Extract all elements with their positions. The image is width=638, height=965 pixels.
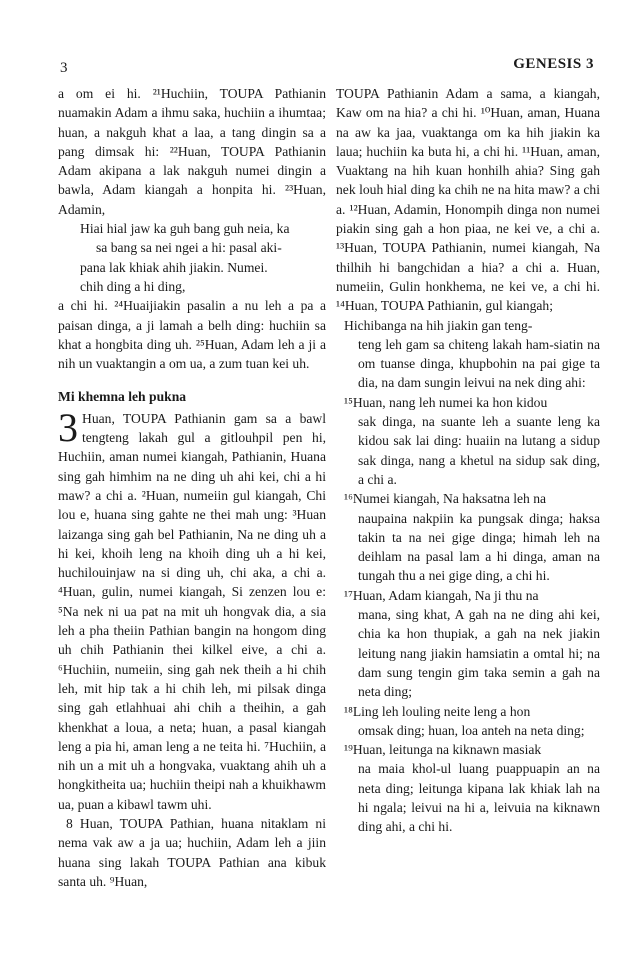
verse-line: omsak ding; huan, loa anteh na neta ding;: [358, 722, 585, 738]
verse-block: [336, 316, 600, 837]
chapter-number: 3: [58, 404, 78, 450]
paragraph: 8 Huan, TOUPA Pathian, huana nitaklam ni nema vak aw a ja ua; huchiin, Adam leh a jiin huana sing lakah TOUPA Pathian ana kibuk santa uh. ⁹Huan,: [58, 815, 326, 889]
verse-line: naupaina nakpiin ka pungsak dinga; haksa takin ta na nei gige dinga; himah leh na deihlam na pasal lam a hi dinga, aman na tungah thu a nei gige ding, a chi hi.: [358, 510, 600, 584]
verse-line: Hichibanga na hih jiakin gan teng-: [344, 317, 533, 333]
verse-line: na maia khol-ul luang puappuapin an na neta ding; leitunga kipana lak khiak lah na hi ngala; leivui na hi a, leivuia na kiknawn ding ahi, a chi hi.: [358, 761, 600, 835]
paragraph: TOUPA Pathianin Adam a sama, a kiangah, Kaw om na hia? a chi hi. ¹⁰Huan, aman, Huana na aw ka jaa, vuaktanga om ka hih jiakin ka laua; huchiin ka buta hi, a chi hi. ¹¹Huan, aman, Vuaktang na hih kuan honhilh ahia? Sing gah nek louh hial ding ka chih ne na hita maw? a chi a. ¹²Huan, Adamin, Honompih dinga non numei piakin sing gah a hon piaa, ne kei ve, a chi a. ¹³Huan, TOUPA Pathianin, numei kiangah, Na thilhih hi bangchidan a hia? a chi a. Huan, numeiin, Gulin honkhema, ne kei ve, a chi hi. ¹⁴Huan, TOUPA Pathianin, gul kiangah;: [336, 86, 600, 314]
poem-line: sa bang sa nei ngei a hi: pasal aki-: [96, 240, 282, 256]
paragraph: a chi hi. ²⁴Huaijiakin pasalin a nu leh a pa a paisan dinga, a ji lamah a belh ding: huchiin sa khat a hongbita ding uh. ²⁵Huan, Adam leh a ji a nih un vuaktangin a om ua, a zum tuan kei uh.: [58, 298, 326, 372]
verse-line: ¹⁸Ling leh louling neite leng a hon: [344, 703, 531, 719]
verse-line: teng leh gam sa chiteng lakah ham-siatin na om tuanse dinga, khupbohin na pai gige ta dia, na dam sungin leivui na nek ding ahi:: [358, 336, 600, 391]
paragraph-text: Huan, TOUPA Pathianin gam sa a bawl tengteng lakah gul a gitlouhpil pen hi, Huchiin, aman numei kiangah, Pathianin, Huana sing gah himhim na ne ding uh ahi kei, chi a hi maw? a chi a. ²Huan, numeiin gul kiangah, Chi lou e, huana sing gahte ne thei mah ung: ³Huan laizanga sing gah bel Pathianin, Na ne ding uh a hi kei, khoih leng na khoih ding uh a hi kei, huchilouinjaw na si ding uh, chi aka, a chi a. ⁴Huan, gulin, numei kiangah, Si zenzen lou e: ⁵Na nek ni ua pat na mit uh hongvak dia, a sia leh a pha theiin Pathian bangin na hongom ding uh chih Pathianin thei kilkel eive, a chi a. ⁶Huchiin, numeiin, sing gah nek theih a hi chih leh, mit hip tak a hi chih leh, mi pilsak dinga sing gah etlahhuai ahi chih a theihin, a gah khenkhat a loua, a neta; huan, a pasal kiangah leng a pia hi, aman leng a ne teita hi. ⁷Huchiin, a nih un a mit uh a hongvaka, vuaktang ahih uh a hongkitheita ua; huchiin theipi nah a khuikhawm ua, puan a kibawl tawm uhi.: [58, 410, 326, 812]
section-heading: Mi khemna leh pukna: [58, 389, 187, 405]
verse-line: ¹⁶Numei kiangah, Na haksatna leh na: [344, 491, 547, 507]
poem-block: [58, 219, 326, 296]
verse-line: ¹⁵Huan, nang leh numei ka hon kidou: [344, 394, 548, 410]
left-column: [58, 84, 326, 891]
poem-line: Hiai hial jaw ka guh bang guh neia, ka: [80, 221, 290, 237]
poem-line: chih ding a hi ding,: [80, 278, 186, 294]
right-column: [336, 84, 600, 837]
chapter-paragraph: [58, 404, 326, 814]
verse-line: mana, sing khat, A gah na ne ding ahi kei, chia ka hon thupiak, a gah na nek jiakin leitung nang jiakin hamsiatin a omtal hi; na dam sung tengin gim taka semin a gah na neta ding;: [358, 607, 600, 700]
running-head: GENESIS 3: [513, 56, 594, 72]
verse-line: sak dinga, na suante leh a suante leng ka kidou sak lai ding: huaiin na lutang a sidup sak dinga, nang a khetul na sidup sak ding, a chi a.: [358, 414, 600, 487]
paragraph: a om ei hi. ²¹Huchiin, TOUPA Pathianin nuamakin Adam a ihmu saka, huchiin a ihumtaa; huan, a nakguh khat a laa, a tang dingin sa a pang dimsak hi: ²²Huan, TOUPA Pathianin Adam akipana a lak nakguh numei dingin a bawla, Adam kiangah a honpita hi. ²³Huan, Adamin,: [58, 86, 326, 217]
verse-line: ¹⁹Huan, leitunga na kiknawn masiak: [344, 742, 542, 758]
verse-line: ¹⁷Huan, Adam kiangah, Na ji thu na: [344, 587, 539, 603]
page-number: 3: [60, 60, 68, 76]
poem-line: pana lak khiak ahih jiakin. Numei.: [80, 259, 268, 275]
